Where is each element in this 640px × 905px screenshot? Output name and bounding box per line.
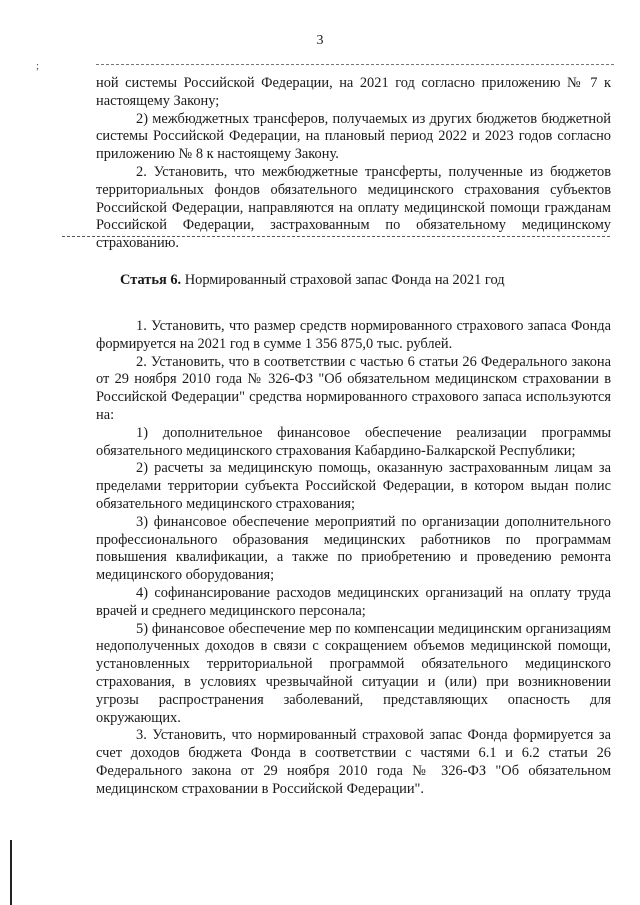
paragraph: 3. Установить, что нормированный страховой запас Фонда формируется за счет доходов бюджета Фонда в соответствии с частями 6.1 и 6.2 статьи 26 Федерального закона от 29 ноября 2010 года № 326-ФЗ "Об обязательном медицинском страховании в Российской Федерации". <box>96 727 611 797</box>
list-item: 2) расчеты за медицинскую помощь, оказанную застрахованным лицам за пределами территории субъекта Российской Федерации, в котором выдан полис обязательного медицинского страхования; <box>96 460 611 512</box>
page-number: 3 <box>316 33 324 48</box>
article-title: Нормированный страховой запас Фонда на 2021 год <box>184 272 505 288</box>
list-item: 5) финансовое обеспечение мер по компенсации медицинским организациям недополученных доходов в связи с сокращением объемов медицинской помощи, установленных территориальной программой обязательного медицинского страхования, в условиях чрезвычайной ситуации и (или) при возникновении угрозы распространения заболеваний, представляющих опасность для окружающих. <box>96 620 611 726</box>
paragraph: 1. Установить, что размер средств нормированного страхового запаса Фонда формируется на 2021 год в сумме 1 356 875,0 тыс. рублей. <box>96 318 611 352</box>
top-section <box>96 75 611 253</box>
article-label: Статья 6. <box>120 272 182 288</box>
paragraph: ной системы Российской Федерации, на 2021 год согласно приложению № 7 к настоящему Закону; <box>96 75 611 109</box>
paragraph: 2. Установить, что в соответствии с частью 6 статьи 26 Федерального закона от 29 ноября 2010 года № 326-ФЗ "Об обязательном медицинском страховании в Российской Федерации" средства нормированного страхового запаса используются на: <box>96 353 611 423</box>
margin-bar <box>10 840 12 905</box>
list-item: 3) финансовое обеспечение мероприятий по организации дополнительного профессионального образования медицинских работников по программам повышения квалификации, а также по приобретению и проведению ремонта медицинского оборудования; <box>96 513 611 584</box>
paragraph: 2. Установить, что межбюджетные трансферты, полученные из бюджетов территориальных фондов обязательного медицинского страхования субъектов Российской Федерации, направляются на оплату медицинской помощи гражданам Российской Федерации, застрахованным по обязательному медицинскому страхованию. <box>96 163 611 252</box>
paragraph: 2) межбюджетных трансферов, получаемых из других бюджетов бюджетной системы Российской Федерации, на плановый период 2022 и 2023 годов согласно приложению № 8 к настоящему Закону. <box>96 110 611 163</box>
strike-line <box>62 236 610 237</box>
list-item: 1) дополнительное финансовое обеспечение реализации программы обязательного медицинского страхования Кабардино-Балкарской Республики; <box>96 424 611 459</box>
header-rule <box>96 64 614 65</box>
margin-mark: ; <box>36 60 40 72</box>
list-item: 4) софинансирование расходов медицинских организаций на оплату труда врачей и среднего медицинского персонала; <box>96 584 611 619</box>
article-body <box>96 318 611 799</box>
article-heading <box>96 272 611 290</box>
